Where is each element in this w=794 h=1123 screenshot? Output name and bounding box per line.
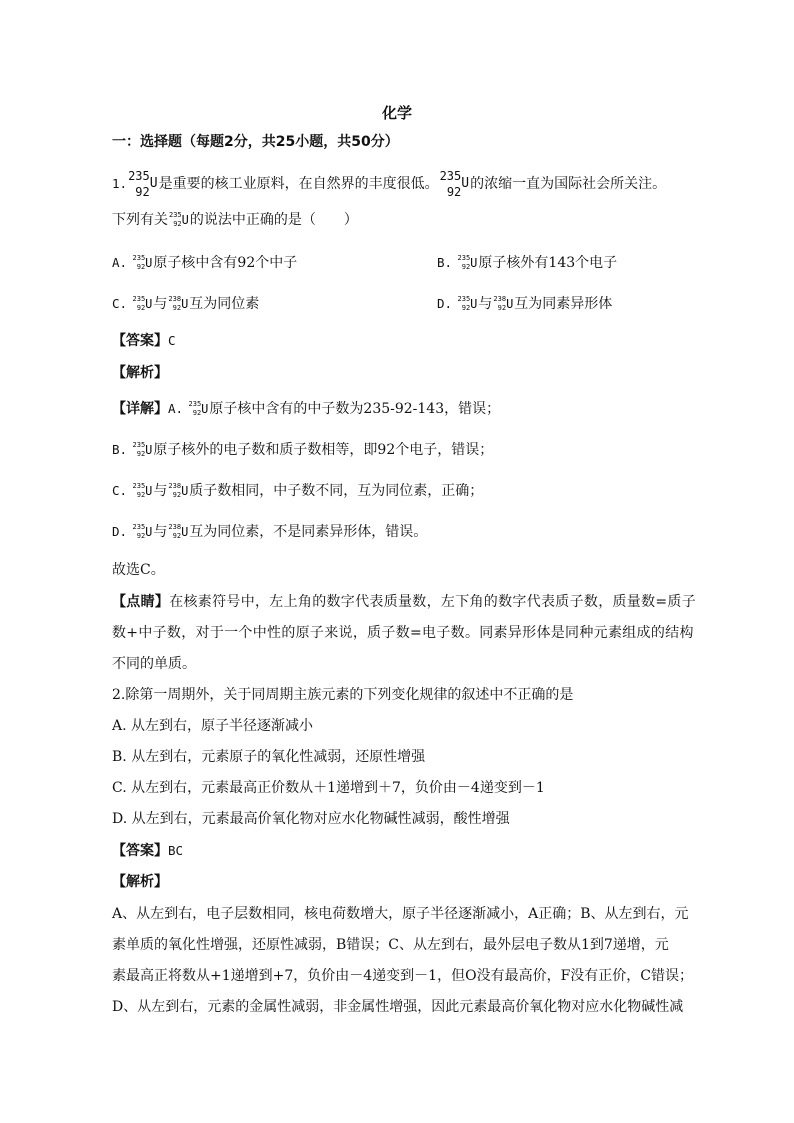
q1-stem-line-1 xyxy=(112,170,666,198)
answer-tag: 【答案】 xyxy=(112,333,168,349)
option-d-text: 互为同素异形体 xyxy=(514,296,613,312)
q2-analysis-line-3: 素最高正将数从+1递增到+7，负价由－4递变到－1，但O没有最高价，F没有正价，C错误； xyxy=(112,968,693,984)
q1-tip-line-2: 数+中子数，对于一个中性的原子来说，质子数=电子数。同素异形体是同种元素组成的结构 xyxy=(112,625,694,641)
q1-stem-line-2 xyxy=(112,210,358,230)
option-c-label: C. xyxy=(112,296,128,311)
option-c-text: 互为同位素 xyxy=(189,296,260,312)
q1-detail-a: 【详解】A. 235 92 U原子核中含有的中子数为235-92-143，错误； xyxy=(112,400,501,417)
q1-option-a xyxy=(112,253,297,273)
nuclide-u235: 235 92 U xyxy=(132,523,153,540)
nuclide-u235: 235 92 U xyxy=(132,441,153,458)
detail-b-text: 原子核外的电子数和质子数相等，即92个电子，错误； xyxy=(153,442,494,458)
q2-analysis-line-4: D、从左到右，元素的金属性减弱，非金属性增强，因此元素最高价氧化物对应水化物碱性减 xyxy=(112,999,684,1015)
q1-stem-text-c-pre: 下列有关 xyxy=(112,212,168,228)
q2-option-c: C. 从左到右，元素最高正价数从＋1递增到＋7，负价由－4递变到－1 xyxy=(112,780,545,796)
detail-d-text: 互为同位素，不是同素异形体，错误。 xyxy=(189,524,428,540)
nuclide-u235: 235 92 U xyxy=(457,254,478,271)
answer-value: C xyxy=(168,333,176,348)
q2-option-d: D. 从左到右，元素最高价氧化物对应水化物碱性减弱，酸性增强 xyxy=(112,811,510,827)
q2-answer xyxy=(112,841,183,861)
nuclide-u238: 238 92 U xyxy=(168,295,189,312)
nuclide-u238: 238 92 U xyxy=(168,482,189,499)
q1-choose: 故选C。 xyxy=(112,562,165,578)
q1-detail-b: B. 235 92 U原子核外的电子数和质子数相等，即92个电子，错误； xyxy=(112,441,494,458)
q2-option-a: A. 从左到右，原子半径逐渐减小 xyxy=(112,718,314,734)
section-heading: 一：选择题（每题2分，共25小题，共50分） xyxy=(112,134,399,150)
nuclide-u235: 235 92 U xyxy=(132,295,153,312)
q2-analysis-tag: 【解析】 xyxy=(112,874,168,890)
q1-stem-text-a: 是重要的核工业原料，在自然界的丰度很低。 xyxy=(158,176,439,192)
answer-tag: 【答案】 xyxy=(112,843,168,859)
nuclide-u235: 235 92 U xyxy=(132,254,153,271)
nuclide-u235: 235 92 U xyxy=(169,211,189,228)
q1-answer xyxy=(112,331,176,351)
q1-stem-text-b: 的浓缩一直为国际社会所关注。 xyxy=(470,176,667,192)
q1-option-d: D. 235 92 U与 238 92 U互为同素异形体 xyxy=(437,295,613,312)
nuclide-u235: 235 92 U xyxy=(188,400,209,417)
nuclide-u238: 238 92 U xyxy=(168,523,189,540)
nuclide-u235: 235 92 U xyxy=(128,169,158,199)
option-a-text: 原子核中含有92个中子 xyxy=(153,255,298,271)
detail-c-text: 质子数相同，中子数不同，互为同位素，正确； xyxy=(189,483,484,499)
q1-tip-line-3: 不同的单质。 xyxy=(112,656,196,672)
q1-analysis-tag: 【解析】 xyxy=(112,365,168,381)
option-b-label: B. xyxy=(437,255,453,270)
answer-value: BC xyxy=(168,843,184,858)
q1-detail-c: C. 235 92 U与 238 92 U质子数相同，中子数不同，互为同位素，正确； xyxy=(112,482,484,499)
q2-analysis-line-2: 素单质的氧化性增强，还原性减弱，B错误；C、从左到右，最外层电子数从1到7递增，元 xyxy=(112,937,669,953)
detail-a-text: 原子核中含有的中子数为235-92-143，错误； xyxy=(209,401,501,417)
nuclide-u235: 235 92 U xyxy=(132,482,153,499)
nuclide-u235: 235 92 U xyxy=(457,295,478,312)
q1-tip-line-1: 【点睛】在核素符号中，左上角的数字代表质量数，左下角的数字代表质子数，质量数=质子 xyxy=(112,594,697,610)
q1-detail-d: D. 235 92 U与 238 92 U互为同位素，不是同素异形体，错误。 xyxy=(112,523,428,540)
q2-option-b: B. 从左到右，元素原子的氧化性减弱，还原性增强 xyxy=(112,749,426,765)
option-d-label: D. xyxy=(437,296,453,311)
tip-tag: 【点睛】 xyxy=(112,594,170,610)
q1-number: 1. xyxy=(112,176,128,191)
option-a-label: A. xyxy=(112,255,128,270)
detail-tag: 【详解】 xyxy=(112,401,168,417)
option-b-text: 原子核外有143个电子 xyxy=(478,255,618,271)
page-title: 化学 xyxy=(381,104,412,122)
nuclide-u235: 235 92 U xyxy=(439,169,470,199)
q1-option-b xyxy=(437,253,617,273)
q1-stem-text-c-post: 的说法中正确的是（ ） xyxy=(189,212,358,228)
q2-stem: 2.除第一周期外，关于同周期主族元素的下列变化规律的叙述中不正确的是 xyxy=(112,687,574,703)
q2-analysis-line-1: A、从左到右，电子层数相同，核电荷数增大，原子半径逐渐减小，A正确；B、从左到右，元 xyxy=(112,906,689,922)
nuclide-u238: 238 92 U xyxy=(493,295,514,312)
q1-option-c: C. 235 92 U与 238 92 U互为同位素 xyxy=(112,295,260,312)
